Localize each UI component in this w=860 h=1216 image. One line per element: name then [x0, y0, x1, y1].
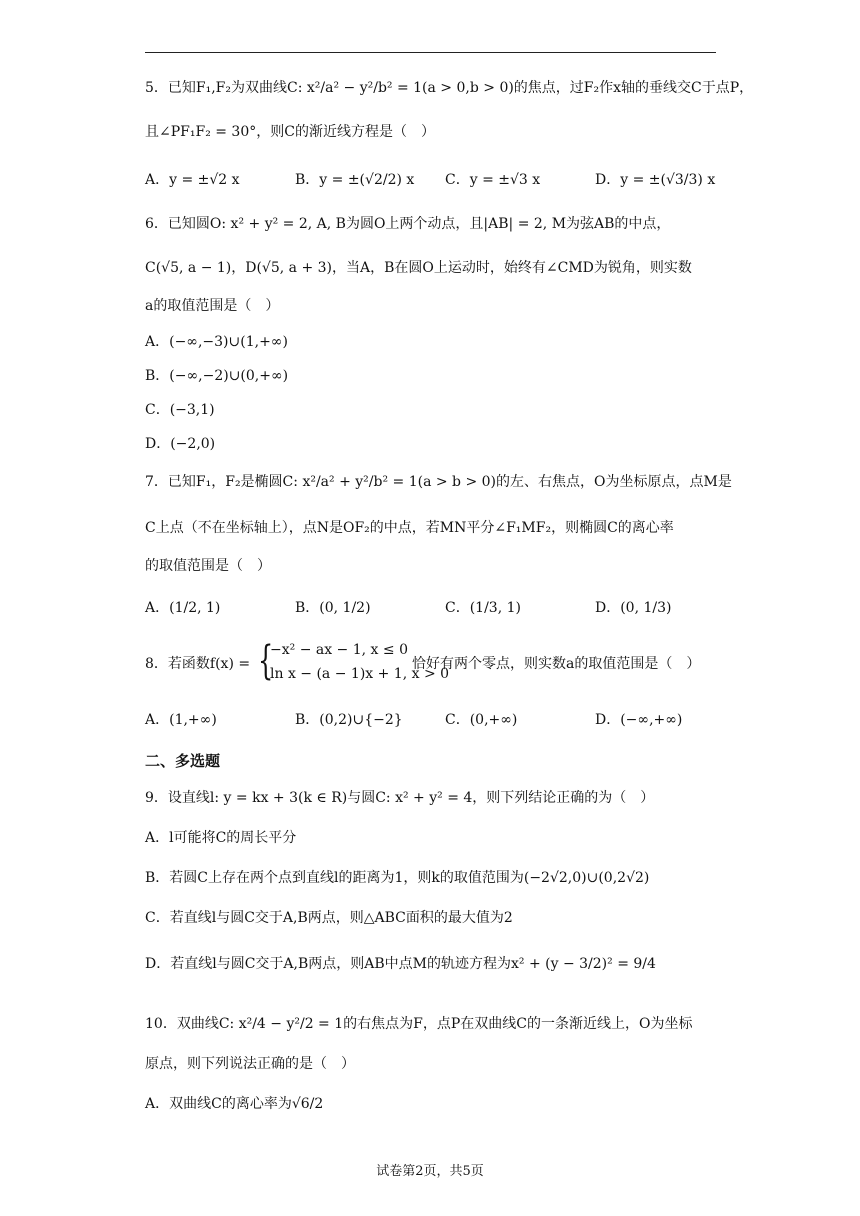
- q7-option-b: B．(0, 1/2): [295, 600, 371, 616]
- q5-line1: 5．已知F₁,F₂为双曲线C: x²/a² − y²/b² = 1(a > 0,b > 0)的焦点，过F₂作x轴的垂线交C于点P，: [145, 80, 754, 96]
- q7-option-a: A．(1/2, 1): [145, 600, 221, 616]
- section-heading: 二、多选题: [145, 752, 221, 770]
- q10-line1: 10．双曲线C: x²/4 − y²/2 = 1的右焦点为F，点P在双曲线C的一条渐近线上，O为坐标: [145, 1016, 693, 1032]
- q7-line2: C上点（不在坐标轴上），点N是OF₂的中点，若MN平分∠F₁MF₂，则椭圆C的离心率: [145, 520, 674, 536]
- q8-brace: {: [258, 638, 274, 684]
- q6-option-a: A．(−∞,−3)∪(1,+∞): [145, 334, 288, 350]
- q5-option-c: C．y = ±√3 x: [445, 172, 541, 188]
- q9-line1: 9．设直线l: y = kx + 3(k ∈ R)与圆C: x² + y² = 4，则下列结论正确的为（ ）: [145, 790, 655, 806]
- q9-option-c: C．若直线l与圆C交于A,B两点，则△ABC面积的最大值为2: [145, 910, 513, 926]
- q9-option-b: B．若圆C上存在两个点到直线l的距离为1，则k的取值范围为(−2√2,0)∪(0,2√2): [145, 870, 650, 886]
- page-footer: 试卷第2页，共5页: [376, 1164, 484, 1179]
- q7-option-c: C．(1/3, 1): [445, 600, 521, 616]
- q5-option-a: A．y = ±√2 x: [145, 172, 240, 188]
- q6-line2: C(√5, a − 1)，D(√5, a + 3)，当A，B在圆O上运动时，始终有∠CMD为锐角，则实数: [145, 260, 692, 276]
- q8-case1: −x² − ax − 1, x ≤ 0: [270, 642, 408, 658]
- q6-line3: a的取值范围是（ ）: [145, 298, 280, 314]
- q8-prefix: 8．若函数f(x) =: [145, 656, 251, 672]
- q7-line3: 的取值范围是（ ）: [145, 558, 271, 574]
- q9-option-d: D．若直线l与圆C交于A,B两点，则AB中点M的轨迹方程为x² + (y − 3/2)² = 9/4: [145, 956, 656, 972]
- q5-line2: 且∠PF₁F₂ = 30°，则C的渐近线方程是（ ）: [145, 124, 435, 140]
- q10-option-a: A．双曲线C的离心率为√6/2: [145, 1096, 324, 1112]
- q6-line1: 6．已知圆O: x² + y² = 2, A, B为圆O上两个动点，且|AB| = 2, M为弦AB的中点，: [145, 216, 671, 232]
- q7-line1: 7．已知F₁，F₂是椭圆C: x²/a² + y²/b² = 1(a > b > 0)的左、右焦点，O为坐标原点，点M是: [145, 474, 732, 490]
- q8-suffix: 恰好有两个零点，则实数a的取值范围是（ ）: [412, 656, 701, 672]
- q8-case2: ln x − (a − 1)x + 1, x > 0: [270, 666, 450, 682]
- q8-option-a: A．(1,+∞): [145, 712, 217, 728]
- q9-option-a: A．l可能将C的周长平分: [145, 830, 297, 846]
- q10-line2: 原点，则下列说法正确的是（ ）: [145, 1056, 355, 1072]
- q8-option-c: C．(0,+∞): [445, 712, 518, 728]
- q5-option-d: D．y = ±(√3/3) x: [595, 172, 716, 188]
- q6-option-b: B．(−∞,−2)∪(0,+∞): [145, 368, 289, 384]
- q8-option-b: B．(0,2)∪{−2}: [295, 712, 403, 728]
- header-rule: [145, 52, 716, 53]
- q5-option-b: B．y = ±(√2/2) x: [295, 172, 415, 188]
- q8-option-d: D．(−∞,+∞): [595, 712, 683, 728]
- q7-option-d: D．(0, 1/3): [595, 600, 672, 616]
- q6-option-c: C．(−3,1): [145, 402, 215, 418]
- q6-option-d: D．(−2,0): [145, 436, 216, 452]
